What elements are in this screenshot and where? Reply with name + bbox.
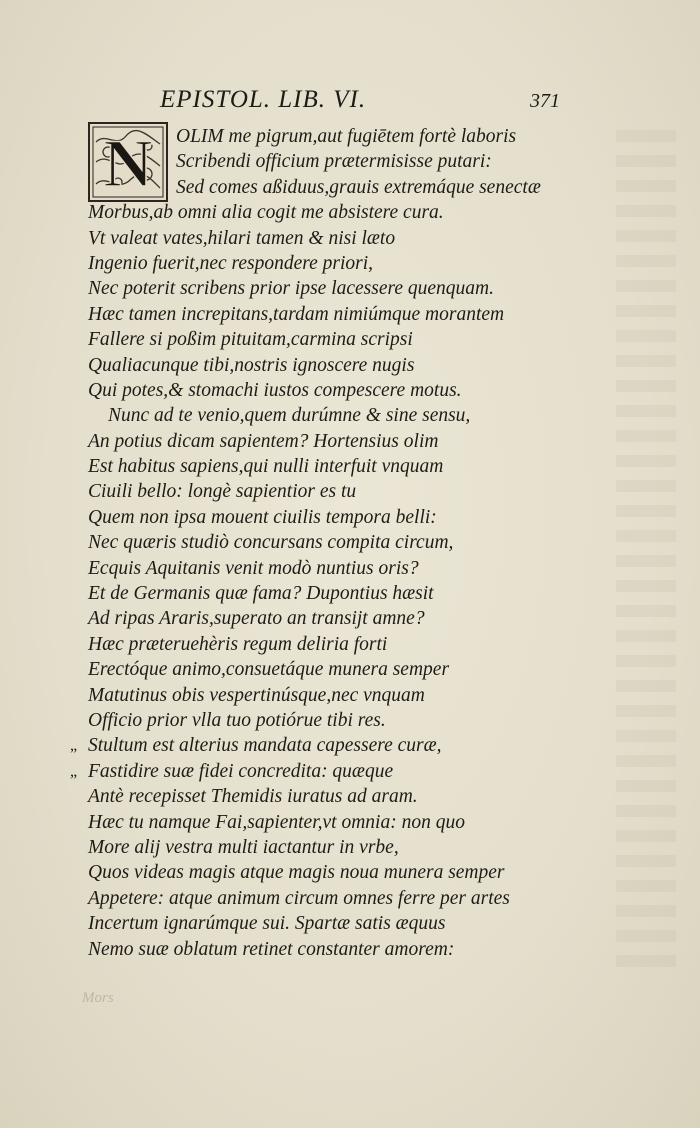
line-text: Nec quæris studiò concursans compita circum, <box>88 532 454 554</box>
text-line <box>0 175 700 200</box>
quotation-mark: „ <box>70 737 78 755</box>
text-line <box>0 683 700 708</box>
line-text: More alij vestra multi iactantur in vrbe, <box>88 836 399 858</box>
text-line <box>0 937 700 962</box>
text-line <box>0 530 700 555</box>
line-text: Qualiacunque tibi,nostris ignoscere nugis <box>88 354 415 376</box>
text-line <box>0 733 700 758</box>
text-line <box>0 276 700 301</box>
text-line <box>0 632 700 657</box>
page-number: 371 <box>530 90 560 112</box>
line-text: Matutinus obis vespertinúsque,nec vnquam <box>88 684 425 706</box>
line-text: Ciuili bello: longè sapientior es tu <box>88 481 357 503</box>
line-text: Fallere si poßim pituitam,carmina scripsi <box>88 329 413 351</box>
line-text: Nunc ad te venio,quem durúmne & sine sensu, <box>108 405 471 427</box>
line-text: Morbus,ab omni alia cogit me absistere cura. <box>88 202 444 224</box>
text-line <box>0 124 700 149</box>
text-line <box>0 556 700 581</box>
text-line <box>0 403 700 428</box>
line-text: Quem non ipsa mouent ciuilis tempora belli: <box>88 506 437 528</box>
line-text: Stultum est alterius mandata capessere curæ, <box>88 735 442 757</box>
line-text: Qui potes,& stomachi iustos compescere motus. <box>88 379 462 401</box>
catchword: Mors <box>82 990 114 1006</box>
line-text: Incertum ignarúmque sui. Spartæ satis æquus <box>88 913 446 935</box>
text-line <box>0 378 700 403</box>
text-line <box>0 327 700 352</box>
line-text: Scribendi officium prætermisisse putari: <box>176 151 492 173</box>
quotation-mark: „ <box>70 762 78 780</box>
line-text: Hæc præteruehèris regum deliria forti <box>88 633 388 655</box>
line-text: Officio prior vlla tuo potiórue tibi res. <box>88 709 386 731</box>
text-line <box>0 581 700 606</box>
text-line <box>0 454 700 479</box>
text-line <box>0 657 700 682</box>
line-text: Nec poterit scribens prior ipse lacessere quenquam. <box>88 278 495 300</box>
text-line <box>0 784 700 809</box>
line-text: Sed comes aßiduus,grauis extremáque senectæ <box>176 176 541 198</box>
line-text: An potius dicam sapientem? Hortensius olim <box>88 430 439 452</box>
text-line <box>0 353 700 378</box>
line-text: Appetere: atque animum circum omnes ferre per artes <box>88 887 510 909</box>
text-line <box>0 759 700 784</box>
text-line <box>0 479 700 504</box>
page-header <box>160 84 560 120</box>
text-line <box>0 860 700 885</box>
line-text: Ad ripas Araris,superato an transijt amne? <box>88 608 425 630</box>
initial-glyph: N <box>103 125 153 201</box>
line-text: Hæc tamen increpitans,tardam nimiúmque morantem <box>88 303 505 325</box>
text-line <box>0 606 700 631</box>
text-line <box>0 708 700 733</box>
text-line <box>0 251 700 276</box>
line-text: Ingenio fuerit,nec respondere priori, <box>88 252 374 274</box>
poem-text <box>0 124 700 962</box>
line-text: Quos videas magis atque magis noua munera semper <box>88 862 505 884</box>
text-line <box>0 810 700 835</box>
text-line <box>0 226 700 251</box>
line-text: Ecquis Aquitanis venit modò nuntius oris? <box>88 557 419 579</box>
text-line <box>0 835 700 860</box>
line-text: Est habitus sapiens,qui nulli interfuit vnquam <box>88 456 444 478</box>
text-line <box>0 149 700 174</box>
text-line <box>0 429 700 454</box>
running-title: EPISTOL. LIB. VI. <box>160 86 367 113</box>
line-text: Et de Germanis quæ fama? Dupontius hæsit <box>88 583 434 605</box>
line-text: Fastidire suæ fidei concredita: quæque <box>88 760 394 782</box>
line-text: Vt valeat vates,hilari tamen & nisi læto <box>88 227 396 249</box>
line-text: OLIM me pigrum,aut fugiētem fortè laboris <box>176 126 517 147</box>
text-line <box>0 886 700 911</box>
text-line <box>0 200 700 225</box>
line-text: Antè recepisset Themidis iuratus ad aram. <box>88 786 418 808</box>
line-text: Hæc tu namque Fai,sapienter,vt omnia: non quo <box>88 811 465 833</box>
text-line <box>0 302 700 327</box>
text-line <box>0 505 700 530</box>
line-text: Nemo suæ oblatum retinet constanter amorem: <box>88 938 455 960</box>
text-line <box>0 911 700 936</box>
line-text: Erectóque animo,consuetáque munera semper <box>88 659 450 681</box>
